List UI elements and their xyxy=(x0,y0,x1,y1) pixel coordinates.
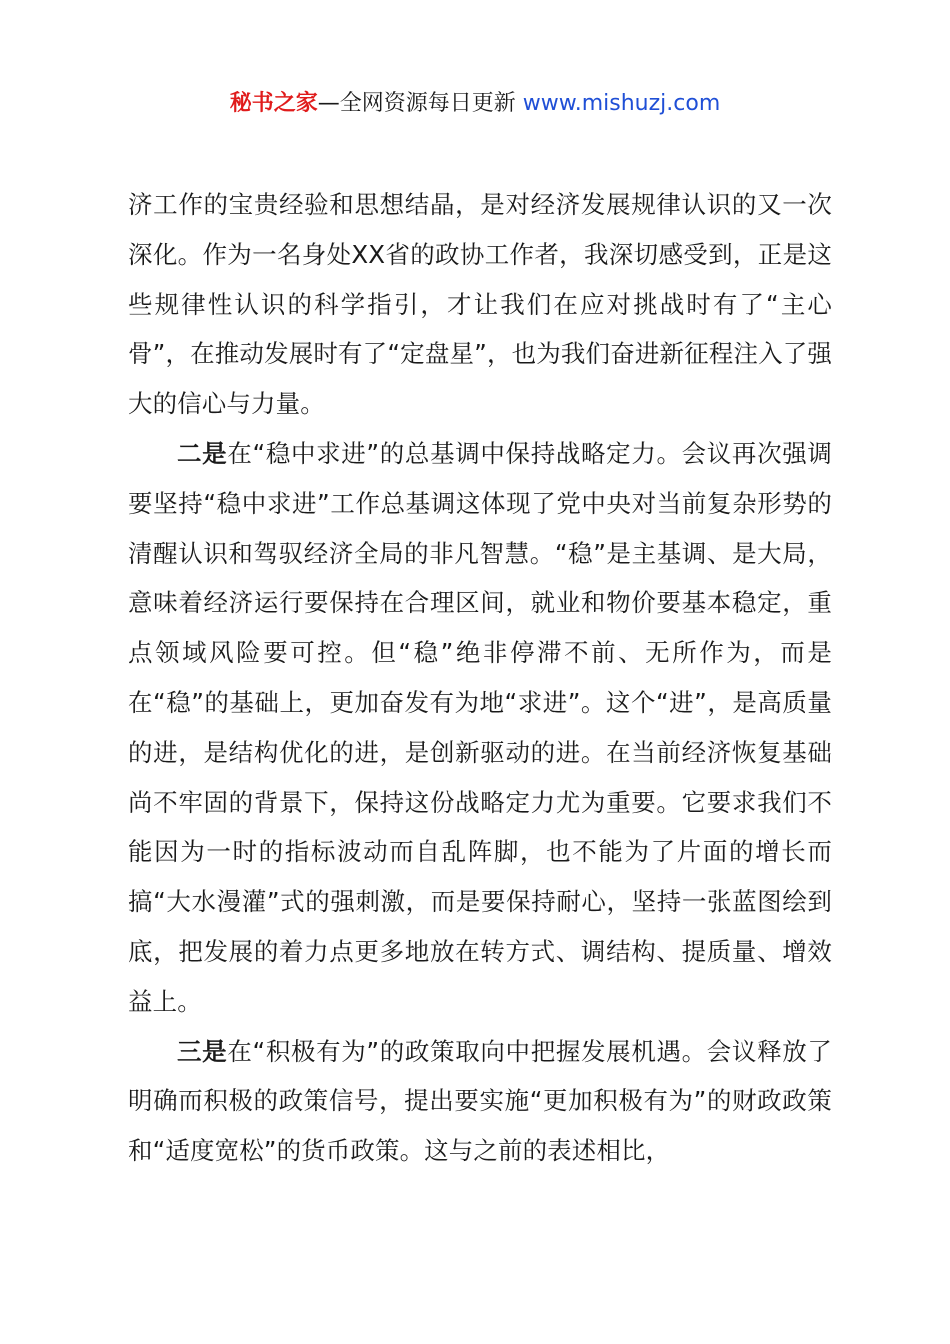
page-header xyxy=(0,88,950,120)
document-body xyxy=(128,180,832,1176)
paragraph-continuation xyxy=(128,180,832,429)
paragraph-text: 在“稳中求进”的总基调中保持战略定力。会议再次强调要坚持“稳中求进”工作总基调这体现了党中央对当前复杂形势的清醒认识和驾驭经济全局的非凡智慧。“稳”是主基调、是大局，意味着经济运行要保持在合理区间，就业和物价要基本稳定，重点领域风险要可控。但“稳”绝非停滞不前、无所作为，而是在“稳”的基础上，更加奋发有为地“求进”。这个“进”，是高质量的进，是结构优化的进，是创新驱动的进。在当前经济恢复基础尚不牢固的背景下，保持这份战略定力尤为重要。它要求我们不能因为一时的指标波动而自乱阵脚，也不能为了片面的增长而搞“大水漫灌”式的强刺激，而是要保持耐心，坚持一张蓝图绘到底，把发展的着力点更多地放在转方式、调结构、提质量、增效益上。 xyxy=(128,438,832,1016)
paragraph-text: 济工作的宝贵经验和思想结晶，是对经济发展规律认识的又一次深化。作为一名身处XX省的政协工作者，我深切感受到，正是这些规律性认识的科学指引，才让我们在应对挑战时有了“主心骨”，在推动发展时有了“定盘星”，也为我们奋进新征程注入了强大的信心与力量。 xyxy=(128,190,832,419)
site-link[interactable]: www.mishuzj.com xyxy=(522,91,721,116)
paragraph-text: 在“积极有为”的政策取向中把握发展机遇。会议释放了明确而积极的政策信号，提出要实施“更加积极有为”的财政政策和“适度宽松”的货币政策。这与之前的表述相比， xyxy=(128,1036,832,1166)
paragraph-point-three xyxy=(128,1027,832,1176)
paragraph-point-two xyxy=(128,429,832,1027)
brand-name: 秘书之家 xyxy=(229,91,318,116)
header-slogan: —全网资源每日更新 xyxy=(317,91,523,116)
paragraph-lead: 二是 xyxy=(177,438,228,468)
paragraph-lead: 三是 xyxy=(177,1036,228,1066)
